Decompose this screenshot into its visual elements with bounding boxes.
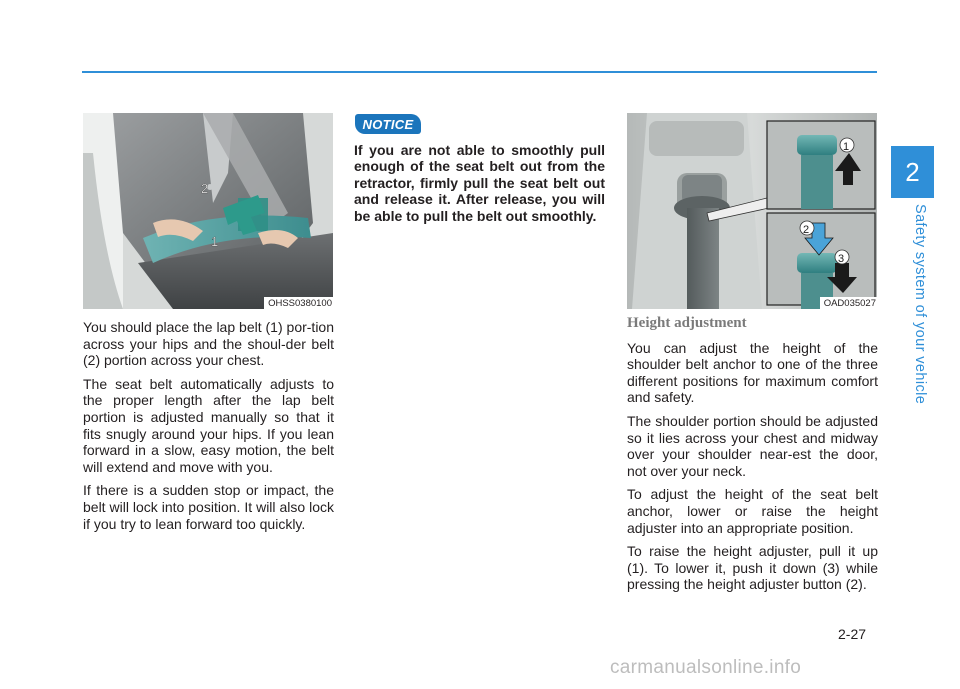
paragraph: The shoulder portion should be adjusted so it lies across your chest and midway over your shoulder near-est the door, not over your neck. — [627, 412, 878, 479]
height-adjuster-drawing — [627, 113, 877, 309]
paragraph: If there is a sudden stop or impact, the belt will lock into position. It will also lock if you try to lean forward too quickly. — [83, 482, 334, 532]
paragraph: To raise the height adjuster, pull it up (1). To lower it, push it down (3) while pressing the height adjuster button (2). — [627, 543, 878, 593]
notice-text — [354, 142, 605, 231]
paragraph: You should place the lap belt (1) por-tion across your hips and the shoul-der belt (2) portion across your chest. — [83, 319, 334, 369]
callout-1: 1 — [211, 234, 219, 249]
notice-paragraph: If you are not able to smoothly pull enough of the seat belt out from the retractor, firmly pull the seat belt out and release it. After release, you will be able to pull the belt out smoothly. — [354, 142, 605, 224]
callout-2: 2 — [201, 181, 209, 196]
notice-badge: NOTICE — [355, 114, 421, 134]
watermark[interactable]: carmanualsonline.info — [610, 657, 802, 678]
chapter-tab[interactable] — [891, 146, 934, 546]
paragraph: The seat belt automatically adjusts to the proper length after the lap belt portion is adjusted manually so that it fits snugly around your hips. If you lean forward in a slow, easy motion, the belt will extend and move with you. — [83, 375, 334, 475]
figure-code: OHSS0380100 — [264, 297, 333, 309]
chapter-number: 2 — [891, 146, 934, 198]
chapter-title: Safety system of your vehicle — [912, 204, 928, 405]
figure-code: OAD035027 — [820, 297, 877, 309]
right-text-column — [627, 315, 878, 600]
left-text-column — [83, 319, 334, 539]
callout-1: 1 — [843, 141, 850, 153]
paragraph: To adjust the height of the seat belt anchor, lower or raise the height adjuster into an appropriate position. — [627, 486, 878, 536]
callout-2: 2 — [803, 224, 810, 236]
lap-belt-drawing — [83, 113, 333, 309]
paragraph: You can adjust the height of the shoulder belt anchor to one of the three different positions for maximum comfort and safety. — [627, 339, 878, 406]
lap-belt-illustration — [83, 113, 333, 309]
callout-3: 3 — [838, 253, 845, 265]
header-rule — [82, 71, 877, 73]
section-heading: Height adjustment — [627, 315, 747, 331]
height-adjuster-illustration — [627, 113, 877, 309]
page-number: 2-27 — [838, 626, 867, 642]
